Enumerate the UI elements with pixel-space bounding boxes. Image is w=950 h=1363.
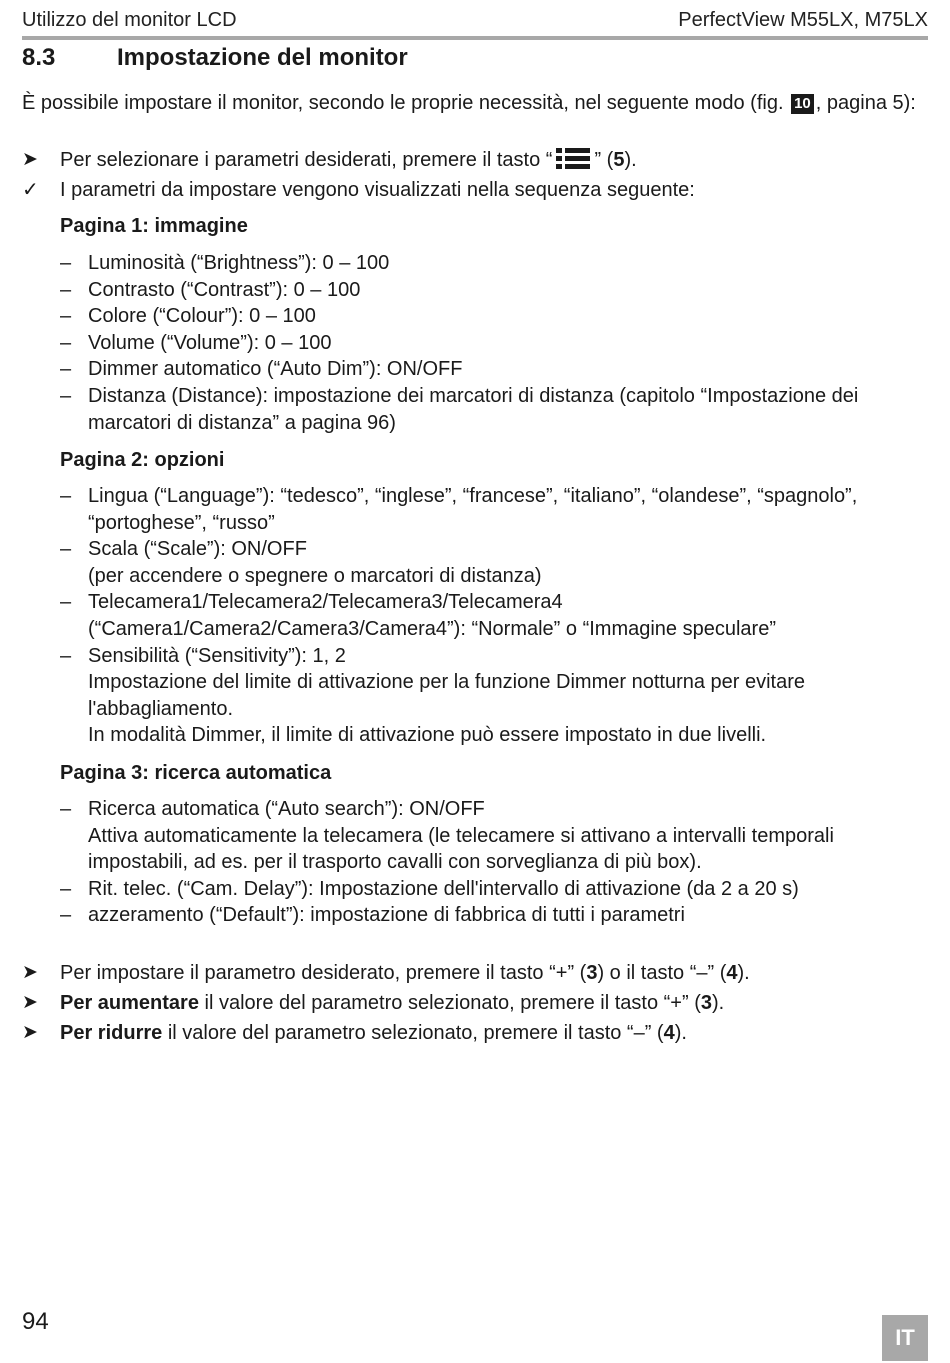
- list-item: [60, 902, 928, 929]
- page3-list: [60, 796, 928, 929]
- dash-marker: –: [60, 358, 72, 381]
- page-header: [22, 6, 928, 34]
- dash-marker: –: [60, 252, 72, 274]
- step-select-parameter: [22, 147, 928, 173]
- list-item-line: Ricerca automatica (“Auto search”): ON/OFF: [88, 798, 485, 820]
- dash-marker: –: [60, 904, 72, 927]
- list-item-line: Impostazione del limite di attivazione per la funzione Dimmer notturna per evitare l'abbagliamento.: [88, 671, 806, 720]
- step-text-middle: ” (: [594, 149, 614, 171]
- arrow-marker: ➤: [22, 149, 38, 170]
- list-item-line: Telecamera1/Telecamera2/Telecamera3/Telecamera4: [88, 591, 563, 614]
- list-item-text: azzeramento (“Default”): impostazione di fabbrica di tutti i parametri: [88, 904, 685, 927]
- step-text-after: ).: [674, 1022, 687, 1044]
- list-item-text: [88, 536, 928, 589]
- list-item-text: Distanza (Distance): impostazione dei marcatori di distanza (capitolo “Impostazione dei marcatori di distanza” a pagina 96): [88, 384, 859, 434]
- list-item-line: (“Camera1/Camera2/Camera3/Camera4”): “Normale” o “Immagine speculare”: [88, 617, 776, 640]
- section-heading: [22, 42, 408, 74]
- step-text-before: Per selezionare i parametri desiderati, premere il tasto “: [60, 149, 553, 171]
- list-item-text: Luminosità (“Brightness”): 0 – 100: [88, 252, 390, 274]
- list-item-line: (per accendere o spegnere o marcatori di distanza): [88, 564, 542, 587]
- list-item: [60, 250, 928, 277]
- section-number: 8.3: [22, 44, 56, 71]
- menu-list-icon: [554, 147, 592, 169]
- list-item: [60, 356, 928, 383]
- step-text: [60, 990, 724, 1016]
- step-text-after: ).: [624, 149, 637, 171]
- key-number: 3: [700, 992, 712, 1014]
- list-item: [60, 277, 928, 304]
- key-number: 3: [586, 962, 598, 984]
- dash-marker: –: [60, 877, 72, 900]
- step-emphasis: Per aumentare: [60, 992, 199, 1014]
- list-item: [60, 330, 928, 357]
- result-text: I parametri da impostare vengono visualizzati nella sequenza seguente:: [60, 179, 695, 201]
- step-text: [60, 960, 750, 986]
- dash-marker: –: [60, 305, 72, 328]
- list-item-text: Volume (“Volume”): 0 – 100: [88, 331, 332, 354]
- header-model: PerfectView M55LX, M75LX: [678, 8, 928, 31]
- figure-badge: 10: [791, 94, 814, 114]
- list-item: [60, 589, 928, 642]
- list-item-text: [88, 796, 928, 876]
- list-item-line: Attiva automaticamente la telecamera (le telecamere si attivano a intervalli temporali impostabili, ad es. per il trasporto cavalli con sorveglianza di più box).: [88, 824, 834, 874]
- list-item-line: Scala (“Scale”): ON/OFF: [88, 538, 307, 561]
- list-item-text: Lingua (“Language”): “tedesco”, “inglese”, “francese”, “italiano”, “olandese”, “spagnolo”, “portoghese”, “russo”: [88, 485, 858, 534]
- page1-heading: Pagina 1: immagine: [60, 215, 248, 237]
- language-tab: IT: [882, 1315, 928, 1361]
- list-item-line: Sensibilità (“Sensitivity”): 1, 2: [88, 644, 346, 667]
- check-marker: ✓: [22, 179, 39, 201]
- page2-heading: Pagina 2: opzioni: [60, 449, 225, 471]
- dash-marker: –: [60, 384, 72, 407]
- dash-marker: –: [60, 538, 72, 561]
- list-item: [60, 876, 928, 903]
- step-text-before: Per impostare il parametro desiderato, premere il tasto “+” (: [60, 962, 587, 984]
- arrow-marker: ➤: [22, 992, 38, 1013]
- list-item-text: [88, 643, 928, 749]
- list-item: [60, 303, 928, 330]
- dash-marker: –: [60, 278, 72, 301]
- list-item-text: Dimmer automatico (“Auto Dim”): ON/OFF: [88, 358, 463, 381]
- page1-list: [60, 250, 928, 436]
- step-emphasis: Per ridurre: [60, 1022, 163, 1044]
- list-item-line: In modalità Dimmer, il limite di attivazione può essere impostato in due livelli.: [88, 724, 767, 747]
- list-item-text: Colore (“Colour”): 0 – 100: [88, 305, 316, 328]
- key-number: 4: [726, 962, 738, 984]
- page-number: 94: [22, 1308, 49, 1335]
- list-item: [60, 383, 928, 436]
- step-text-body: il valore del parametro selezionato, premere il tasto “+” (: [198, 992, 701, 1014]
- arrow-marker: ➤: [22, 1022, 38, 1043]
- header-chapter: Utilizzo del monitor LCD: [22, 8, 237, 31]
- arrow-marker: ➤: [22, 962, 38, 983]
- dash-marker: –: [60, 591, 72, 614]
- dash-marker: –: [60, 485, 72, 507]
- intro-paragraph: [22, 90, 928, 116]
- list-item-text: [88, 589, 928, 642]
- step-text: [60, 1020, 687, 1046]
- key-number: 5: [613, 149, 625, 171]
- step-text: [60, 147, 637, 173]
- step-text-body: il valore del parametro selezionato, premere il tasto “–” (: [162, 1022, 664, 1044]
- step-increase: [22, 990, 928, 1016]
- result-line: [22, 177, 928, 203]
- list-item: [60, 536, 928, 589]
- list-item: [60, 483, 928, 536]
- header-divider: [22, 36, 928, 40]
- step-text-after: ).: [737, 962, 750, 984]
- step-text-middle: ) o il tasto “–” (: [597, 962, 727, 984]
- key-number: 4: [663, 1022, 675, 1044]
- section-title: Impostazione del monitor: [117, 44, 408, 71]
- list-item-text: Contrasto (“Contrast”): 0 – 100: [88, 278, 361, 301]
- dash-marker: –: [60, 798, 72, 820]
- list-item: [60, 643, 928, 749]
- dash-marker: –: [60, 331, 72, 354]
- step-set-parameter: [22, 960, 928, 986]
- page2-list: [60, 483, 928, 749]
- list-item: [60, 796, 928, 876]
- intro-text-end: , pagina 5):: [815, 92, 916, 114]
- intro-text: È possibile impostare il monitor, secondo le proprie necessità, nel seguente modo (fig.: [22, 92, 790, 114]
- list-item-text: Rit. telec. (“Cam. Delay”): Impostazione dell'intervallo di attivazione (da 2 a 20 s): [88, 877, 799, 900]
- step-text-after: ).: [711, 992, 725, 1014]
- step-decrease: [22, 1020, 928, 1046]
- page3-heading: Pagina 3: ricerca automatica: [60, 762, 332, 784]
- dash-marker: –: [60, 644, 72, 667]
